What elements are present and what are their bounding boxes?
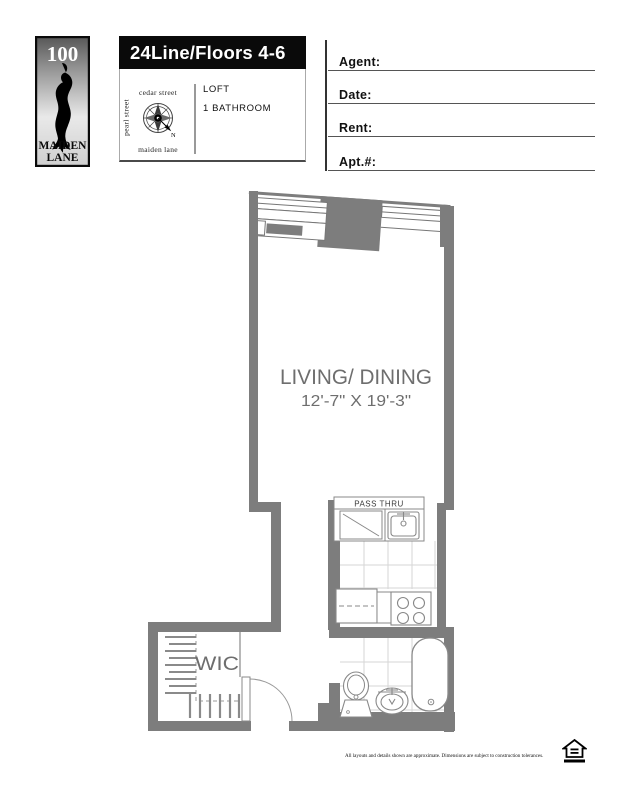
wic-label: WIC [195,654,239,675]
apt-number-label: Apt.#: [339,155,377,169]
logo-number: 100 [46,42,79,66]
logo-name-line1: MAIDEN [38,140,87,152]
toilet [340,672,372,717]
right-window [381,206,447,231]
kitchen-sink [388,512,419,539]
street-label-maiden: maiden lane [138,145,178,154]
entry-door [242,677,292,721]
window-wall [245,191,450,256]
kitchen-floor-tiles [340,541,437,589]
unit-type: LOFT [203,84,230,95]
page-title: 24Line/Floors 4-6 [130,42,286,63]
refrigerator [336,589,377,623]
hanger-rack-left [165,637,196,693]
living-dining-dimensions: 12'-7" X 19'-3" [301,393,411,410]
equal-housing-icon [562,738,587,765]
door-swing-arc [250,679,292,721]
kitchen-cabinet [377,592,391,623]
living-dining-label: LIVING/ DINING [280,365,432,389]
agent-label: Agent: [339,55,381,69]
date-label: Date: [339,88,372,102]
rent-label: Rent: [339,121,373,135]
disclaimer-text: All layouts and details shown are approximate. Dimensions are subject to construction tolerances. [345,753,544,759]
street-label-cedar: cedar street [139,88,177,97]
street-label-pearl: pearl street [121,99,131,136]
door-panel [242,677,250,721]
unit-bathrooms: 1 BATHROOM [203,103,272,114]
pass-thru-counter [334,497,424,541]
logo-name-line2: LANE [46,152,79,164]
walk-in-closet [165,632,241,718]
bathtub [412,638,448,711]
pedestal-sink [376,688,408,714]
compass-north-label: N [171,132,176,139]
pass-thru-label: PASS THRU [354,499,404,509]
hanger-rack-bottom [190,694,239,718]
stove [391,592,431,625]
